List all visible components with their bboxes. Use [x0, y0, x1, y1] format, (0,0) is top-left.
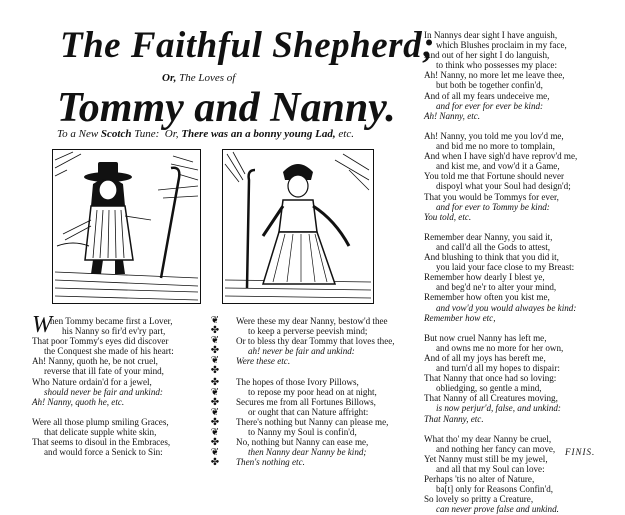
verse-column-2 [236, 316, 395, 467]
verse-line: is now perjur'd, false, and unkind: [436, 403, 561, 414]
verse-line: Ah! Nanny, etc. [424, 110, 481, 121]
woodcut-shepherdess [222, 149, 374, 304]
verse-line: Who Nature ordain'd for a jewel, [32, 376, 152, 387]
verse-line: and call'd all the Gods to attest, [436, 241, 551, 252]
verse-line: obliedging, so gentle a mind, [436, 383, 542, 394]
verse-line: and for ever to Tommy be kind: [436, 201, 550, 212]
verse-line: to repose my poor head on at night, [248, 386, 377, 397]
shepherd-icon [53, 150, 200, 303]
tune-name: There was an a bonny young Lad, [181, 128, 336, 140]
ballad-title-line2: Tommy and Nanny. [57, 85, 396, 131]
ballad-subtitle [162, 72, 235, 84]
verse-line: or ought that can Nature affright: [248, 406, 369, 417]
verse-line: And of all my joys has bereft me, [424, 353, 546, 363]
subtitle-or: Or, [162, 72, 177, 84]
verse-column-1 [32, 312, 174, 458]
finis-mark: FINIS. [565, 447, 596, 457]
woodcut-shepherd [52, 149, 201, 304]
verse-line: That poor Tommy's eyes did discover [32, 336, 169, 347]
tune-or: Or, [164, 128, 179, 140]
verse-line [236, 366, 395, 376]
verse-line: to Nanny my Soul is confin'd, [248, 427, 357, 438]
tune-line [57, 128, 354, 140]
verse-line: ba[t] only for Reasons Confin'd, [436, 484, 554, 495]
verse-line: and would force a Senick to Sin: [44, 447, 163, 458]
verse-line: But now cruel Nanny has left me, [424, 332, 547, 343]
verse-line: What tho' my dear Nanny be cruel, [424, 433, 552, 444]
verse-line: That seems to disoul in the Embraces, [32, 437, 171, 448]
verse-line: and beg'd ne'r to alter your mind, [436, 282, 557, 293]
verse-line: Yet Nanny must still be my jewel, [424, 453, 548, 464]
verse-line: No, nothing but Nanny can ease me, [236, 437, 369, 448]
ornament-divider-icon: ✤ ❦ ✤ ❦ ✤ ❦ ✤ ❦ ✤ [210, 377, 219, 468]
verse-line: So lovely so pritty a Creature, [424, 494, 534, 505]
verse-line: to keep a perverse peevish mind; [248, 326, 368, 337]
verse-line: Ah! Nanny, you told me you lov'd me, [424, 130, 564, 141]
verse-line [32, 407, 174, 417]
verse-line: and nothing her fancy can move, [436, 443, 556, 454]
verse-line: Remember how often you kist me, [424, 292, 550, 303]
verse-line: Ah! Nanny, quoth he, be not cruel, [32, 356, 158, 367]
verse-line: his Nanny so fir'd ev'ry part, [62, 326, 166, 337]
verse-line [424, 323, 577, 333]
verse-line: dispoyl what your Soul had design'd; [436, 181, 571, 192]
verse-line: That you would be Tommys for ever, [424, 191, 559, 202]
verse-line: and for ever for ever be kind: [436, 100, 544, 111]
verse-line: should never be fair and unkind: [44, 386, 163, 397]
verse-line [424, 222, 577, 232]
verse-line: In Nannys dear sight I have anguish, [424, 30, 558, 40]
verse-line: That Nanny, etc. [424, 413, 484, 424]
verse-line: And when I have sigh'd have reprov'd me, [424, 151, 578, 162]
verse-line: That Nanny that once had so loving: [424, 373, 557, 384]
ornament-divider-icon: ❦ ✤ ❦ ✤ ❦ ✤ [210, 315, 219, 376]
verse-line: Ah! Nanny, quoth he, etc. [32, 396, 125, 407]
verse-line: Ah! Nanny, no more let me leave thee, [424, 70, 565, 81]
drop-cap: W [32, 312, 52, 338]
verse-line: can never prove false and unkind. [436, 504, 559, 515]
verse-line [424, 424, 577, 434]
verse-line: Perhaps 'tis no alter of Nature, [424, 474, 535, 485]
verse-line: You told me that Fortune should never [424, 171, 565, 182]
verse-line: Were these my dear Nanny, bestow'd thee [236, 316, 388, 326]
verse-line [424, 121, 577, 131]
verse-line: And out of her sight I do languish, [424, 50, 550, 61]
verse-line: and turn'd all my hopes to dispair: [436, 363, 560, 374]
verse-line: reverse that ill fate of your mind, [44, 366, 164, 377]
verse-line: and all that my Soul can love: [436, 464, 545, 475]
verse-line: and vow'd you would alwayes be kind: [436, 302, 577, 313]
verse-line: The hopes of those Ivory Pillows, [236, 376, 359, 387]
verse-line: which Blushes proclaim in my face, [436, 40, 567, 51]
tune-etc: etc. [338, 128, 354, 140]
verse-line: And of all my fears undeceive me, [424, 90, 550, 101]
tune-prefix: To a New [57, 128, 99, 140]
verse-line: ah! never be fair and unkind: [248, 346, 355, 357]
verse-line: and kist me, and vow'd it a Game, [436, 161, 560, 172]
verse-line: Remember how dearly I blest ye, [424, 272, 545, 283]
verse-line: and bid me no more to tomplain, [436, 141, 555, 152]
verse-line: There's nothing but Nanny can please me, [236, 416, 389, 427]
verse-line: the Conquest she made of his heart: [44, 346, 174, 357]
verse-line: then Nanny dear Nanny be kind; [248, 447, 367, 458]
verse-line: Were these etc. [236, 356, 291, 367]
verse-column-3 [424, 30, 577, 515]
verse-line: Then's nothing etc. [236, 457, 305, 468]
verse-line: hen Tommy became first a Lover, [50, 316, 173, 326]
verse-line: Or to bless thy dear Tommy that loves thee, [236, 336, 395, 347]
subtitle-rest: The Loves of [179, 72, 236, 84]
verse-line: Remember how etc, [424, 312, 496, 323]
verse-line: to think who possesses my place: [436, 60, 557, 71]
shepherdess-icon [223, 150, 373, 303]
verse-line: Secures me from all Fortunes Billows, [236, 396, 376, 407]
verse-line: that delicate supple white skin, [44, 427, 157, 438]
verse-line: And blushing to think that you did it, [424, 252, 559, 263]
verse-line: You told, etc. [424, 211, 472, 222]
tune-mid: Tune: [134, 128, 160, 140]
verse-line: but both be together confin'd, [436, 80, 543, 91]
verse-line: and owns me no more for her own, [436, 342, 564, 353]
verse-line: Remember dear Nanny, you said it, [424, 231, 553, 242]
verse-line: you laid your face close to my Breast: [436, 262, 575, 273]
tune-scotch: Scotch [100, 128, 132, 140]
verse-line: Were all those plump smiling Graces, [32, 416, 169, 427]
ballad-title-line1: The Faithful Shepherd; [60, 25, 435, 66]
verse-line: That Nanny of all Creatures moving, [424, 393, 558, 404]
